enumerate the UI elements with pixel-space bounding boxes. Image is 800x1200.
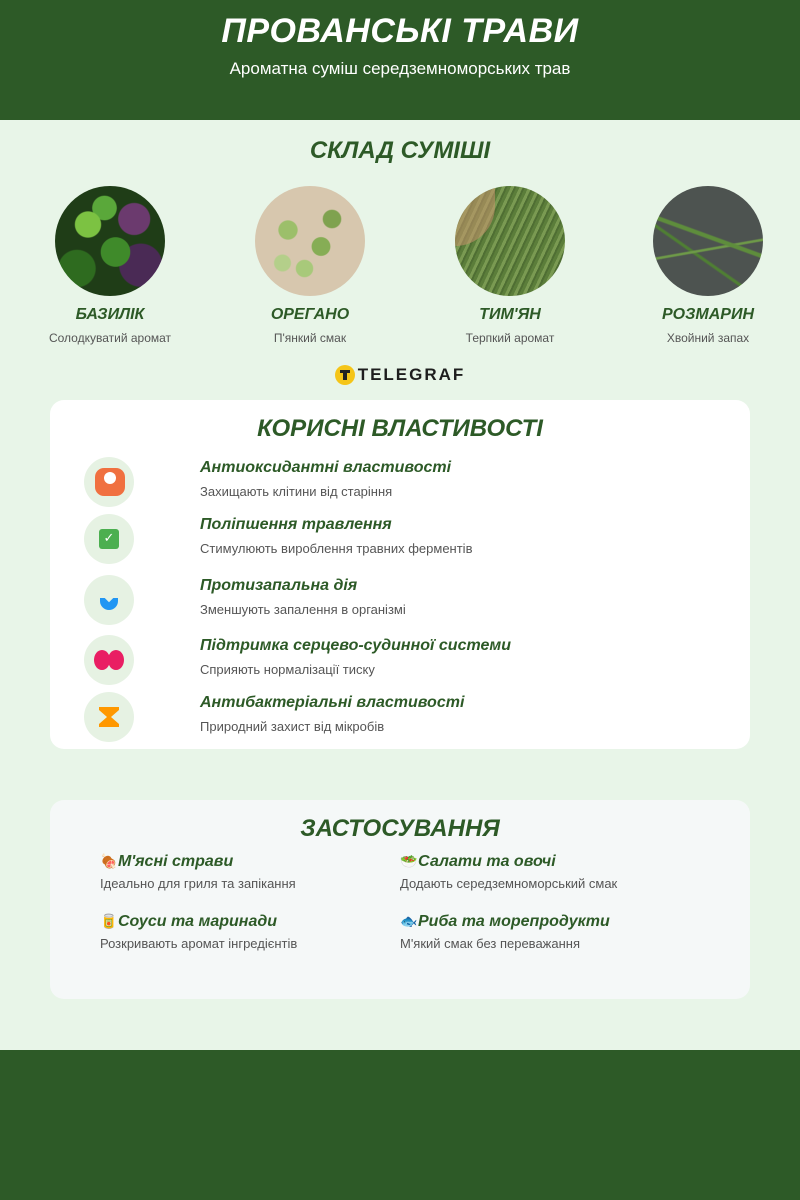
herb-desc: Хвойний запах — [666, 331, 750, 345]
herb-basil — [10, 186, 210, 345]
usage-title-text: Риба та морепродукти — [418, 913, 610, 930]
benefit-title: Протизапальна дія — [200, 577, 358, 594]
usage-title-text: М'ясні страви — [118, 853, 234, 870]
herb-name: БАЗИЛІК — [75, 306, 145, 323]
antioxidant-icon — [95, 468, 125, 496]
footer-band — [0, 1050, 800, 1200]
header-banner — [0, 0, 800, 120]
usage-title: ЗАСТОСУВАННЯ — [300, 815, 500, 842]
herb-name: РОЗМАРИН — [661, 306, 754, 323]
fish-icon: 🐟 — [400, 914, 418, 930]
usage-desc: М'який смак без переважання — [400, 936, 581, 951]
basil-photo — [55, 186, 165, 296]
salad-icon: 🥗 — [400, 854, 418, 870]
benefit-desc: Захищають клітини від старіння — [200, 484, 393, 499]
telegraf-logo-icon — [335, 365, 355, 385]
benefit-desc: Сприяють нормалізації тиску — [200, 662, 375, 677]
page-title: ПРОВАНСЬКІ ТРАВИ — [221, 12, 579, 50]
benefit-icon-circle — [84, 575, 134, 625]
benefit-icon-circle — [84, 635, 134, 685]
usage-card — [50, 800, 750, 999]
benefit-title: Антибактеріальні властивості — [200, 694, 465, 711]
heart-icon — [94, 650, 124, 670]
benefit-desc: Стимулюють вироблення травних ферментів — [200, 541, 473, 556]
telegraf-logo[interactable] — [0, 365, 800, 385]
benefit-icon-circle — [84, 514, 134, 564]
benefit-title: Підтримка серцево-судинної системи — [200, 637, 511, 654]
benefit-icon-circle — [84, 692, 134, 742]
herb-rosemary — [608, 186, 800, 345]
hourglass-icon — [99, 707, 119, 727]
benefit-title: Поліпшення травлення — [200, 516, 392, 533]
herb-name: ТИМ'ЯН — [479, 306, 541, 323]
benefit-item — [50, 575, 750, 625]
usage-item — [400, 913, 700, 951]
usage-item — [100, 913, 400, 951]
usage-item — [400, 853, 700, 891]
sauce-icon: 🥫 — [100, 914, 118, 930]
benefits-title: КОРИСНІ ВЛАСТИВОСТІ — [257, 415, 543, 442]
oregano-photo — [255, 186, 365, 296]
usage-item — [100, 853, 400, 891]
usage-title-text: Салати та овочі — [418, 853, 556, 870]
herb-desc: Терпкий аромат — [465, 331, 555, 345]
benefit-desc: Зменшують запалення в організмі — [200, 602, 406, 617]
telegraf-logo-text: TELEGRAF — [357, 365, 466, 384]
usage-title-text: Соуси та маринади — [118, 913, 278, 930]
herb-name: ОРЕГАНО — [270, 306, 350, 323]
usage-desc: Ідеально для гриля та запікання — [100, 876, 296, 891]
benefits-card — [50, 400, 750, 749]
benefit-item — [50, 635, 750, 685]
benefit-item — [50, 514, 750, 564]
benefit-item — [50, 457, 750, 507]
check-icon: ✓ — [99, 529, 119, 549]
usage-desc: Додають середземноморський смак — [400, 876, 618, 891]
herb-desc: Солодкуватий аромат — [48, 331, 172, 345]
usage-desc: Розкривають аромат інгредієнтів — [100, 936, 298, 951]
composition-title: СКЛАД СУМІШІ — [309, 137, 491, 164]
herb-thyme — [410, 186, 610, 345]
benefit-desc: Природний захист від мікробів — [200, 719, 385, 734]
herb-oregano — [210, 186, 410, 345]
herb-desc: П'янкий смак — [273, 331, 347, 345]
rosemary-photo — [653, 186, 763, 296]
drop-icon — [100, 598, 118, 610]
benefit-icon-circle — [84, 457, 134, 507]
meat-icon: 🍖 — [100, 854, 118, 870]
benefit-title: Антиоксидантні властивості — [200, 459, 452, 476]
benefit-item — [50, 692, 750, 742]
thyme-photo — [455, 186, 565, 296]
page-subtitle: Ароматна суміш середземноморських трав — [229, 59, 571, 78]
